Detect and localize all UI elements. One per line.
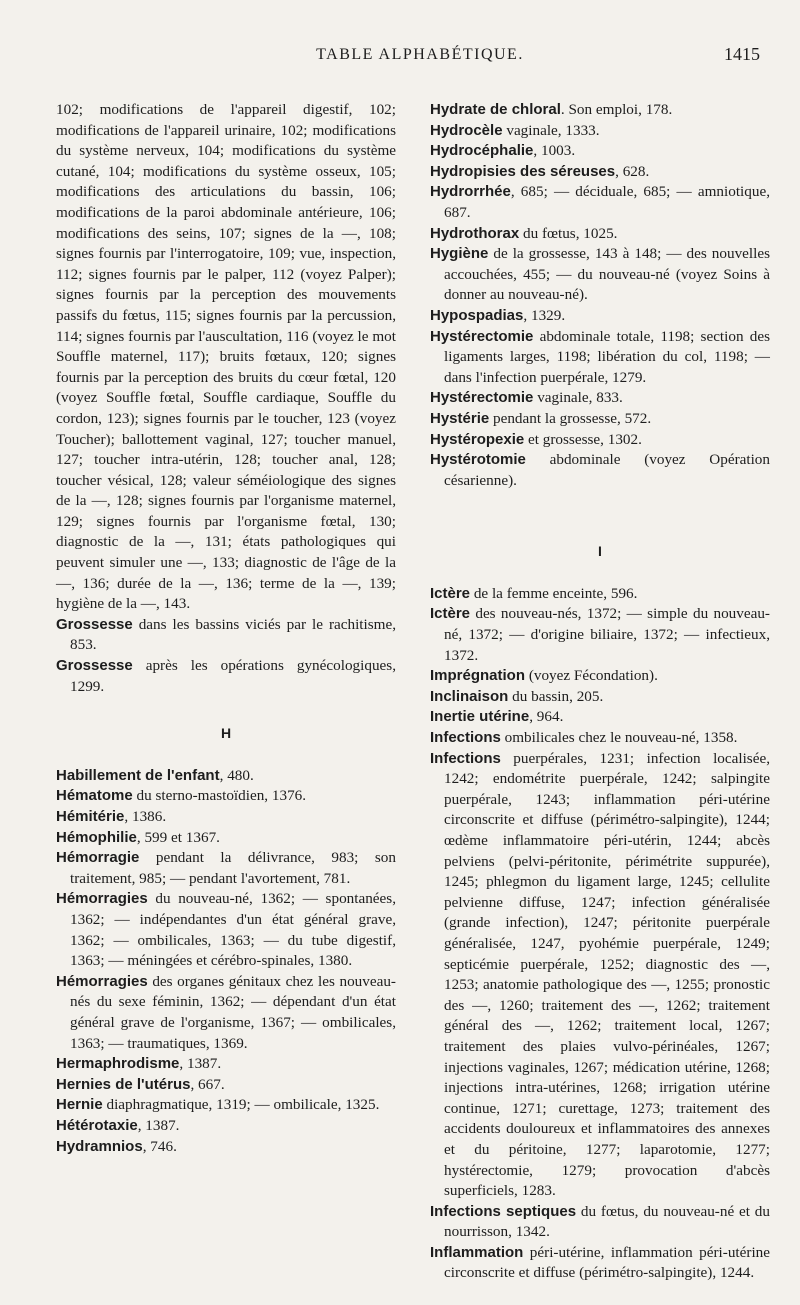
index-term: Ictère: [430, 584, 471, 602]
index-term: Hydrocéphalie: [430, 142, 534, 160]
index-term: Hémorragies: [56, 972, 148, 990]
index-entry: [56, 656, 396, 697]
index-term: Hydrorrhée: [430, 183, 511, 201]
entry-text: abdominale totale, 1198; section des ligaments larges, 1198; libération du col, 1198; — dans l'infection puerpérale, 1279.: [444, 327, 770, 386]
index-entry: [56, 972, 396, 1054]
index-entry: [430, 604, 770, 666]
index-term: Hémitérie: [56, 808, 125, 825]
index-entry: [430, 687, 770, 708]
entry-text: abdominale (voyez Opération césarienne).: [444, 451, 770, 489]
index-entry: [56, 1054, 396, 1075]
index-entry: [430, 450, 770, 491]
entry-text: puerpérales, 1231; infection localisée, 1242; endométrite puerpérale, 1242; salpingite puerpérale, 1243; inflammation péri-utérine circonscrite et diffuse (périmétro-salpingite), 1244; œdème inflammatoire péri-utérin, 1244; abcès pelviens (pelvi-péritonite, périmétrite suppurée), 1245; phlegmon du ligament large, 1245; cellulite pelvienne diffuse, 1247; infection généralisée (grande infection), 1247; péritonite puerpérale généralisée, 1247, pyohémie puerpérale, 1249; septicémie puerpérale, 1252; diagnostic des —, 1253; anatomie pathologique des —, 1255; pronostic des —, 1260; traitement des —, 1262; traitement général des —, 1262; traitement local, 1267; traitement des plaies vulvo-périnéales, 1267; injections vaginales, 1267; médication utérine, 1268; injections intra-utérines, 1268; irrigation utérine continue, 1271; curettage, 1273; traitement des accidents douloureux et inflammatoires des annexes et du péritoine, 1277; laparotomie, 1277; hystérectomie, 1279; provocation d'abcès superficiels, 1283.: [444, 749, 770, 1200]
entry-text: , 1003.: [533, 142, 576, 160]
entry-text: , 667.: [190, 1075, 225, 1093]
index-entry: [430, 100, 770, 121]
entry-continuation: [56, 100, 396, 615]
index-term: Hystérectomie: [430, 327, 534, 345]
index-term: Infections: [430, 729, 501, 747]
entry-text: , 599 et 1367.: [136, 828, 220, 846]
index-term: Hernie: [56, 1096, 103, 1114]
index-term: Hydrocèle: [430, 121, 503, 139]
index-entry: [430, 224, 770, 245]
index-term: Hystérectomie: [430, 389, 534, 407]
right-column: [430, 100, 770, 1284]
entry-text: , 480.: [219, 766, 254, 784]
entry-text: des nouveau-nés, 1372; — simple du nouveau-né, 1372; — d'origine biliaire, 1372; — infectieux, 1372.: [444, 605, 770, 664]
entry-text: pendant la grossesse, 572.: [489, 409, 652, 427]
entry-text: , 1329.: [523, 306, 566, 324]
index-entry: [56, 1095, 396, 1116]
index-term: Inflammation: [430, 1243, 524, 1261]
index-entry: [430, 162, 770, 183]
entry-text: du bassin, 205.: [508, 687, 604, 705]
index-term: Grossesse: [56, 615, 133, 633]
index-entry: [56, 889, 396, 971]
index-entry: [430, 306, 770, 327]
index-entry: [56, 807, 396, 828]
index-term: Inclinaison: [430, 687, 509, 705]
index-term: Infections septiques: [430, 1202, 577, 1220]
entry-text: du fœtus, 1025.: [519, 224, 618, 242]
entry-text: , 685; — déciduale, 685; — amniotique, 687.: [444, 183, 770, 221]
entry-text: du fœtus, du nouveau-né et du nourrisson, 1342.: [444, 1202, 770, 1241]
index-term: Hématome: [56, 787, 133, 805]
index-term: Hermaphrodisme: [56, 1055, 180, 1073]
index-term: Hydrothorax: [430, 224, 520, 242]
entry-text: , 746.: [142, 1137, 177, 1155]
entry-text: vaginale, 1333.: [502, 121, 600, 139]
section-letter-i: I: [598, 543, 602, 560]
left-column: [56, 100, 396, 1157]
index-entry: [430, 244, 770, 306]
entry-text: des organes génitaux chez les nouveau-nés du sexe féminin, 1362; — dépendant d'un état général grave de l'organisme, 1367; — ombilicales, 1363; — traumatiques, 1369.: [70, 972, 396, 1052]
index-term: Hétérotaxie: [56, 1116, 138, 1134]
index-term: Hydrate de chloral: [430, 101, 561, 118]
index-term: Grossesse: [56, 657, 133, 675]
entry-text: , 1387.: [137, 1116, 180, 1134]
index-entry: [430, 182, 770, 223]
index-term: Hydropisies des séreuses: [430, 162, 616, 180]
index-term: Hystéropexie: [430, 430, 525, 448]
index-entry: [430, 728, 770, 749]
entry-text: (voyez Fécondation).: [525, 667, 658, 685]
entry-text: diaphragmatique, 1319; — ombilicale, 1325.: [102, 1096, 380, 1114]
index-entry: [430, 141, 770, 162]
index-term: Hystérotomie: [430, 451, 526, 469]
entry-text: , 628.: [615, 162, 650, 180]
index-term: Hémorragies: [56, 890, 148, 908]
index-entry: [56, 828, 396, 849]
entry-text: et grossesse, 1302.: [524, 430, 642, 448]
entry-text: de la grossesse, 143 à 148; — des nouvelles accouchées, 455; — du nouveau-né (voyez Soins à donner au nouveau-né).: [444, 245, 770, 304]
index-entry: [430, 409, 770, 430]
index-term: Ictère: [430, 605, 471, 623]
index-entry: [430, 327, 770, 389]
section-letter-h: H: [220, 725, 232, 742]
index-term: Inertie utérine: [430, 708, 530, 726]
entry-text: après les opérations gynécologiques, 1299.: [70, 657, 396, 695]
index-entry: [56, 766, 396, 787]
index-entry: [56, 1137, 396, 1158]
index-term: Hémorragie: [56, 849, 140, 867]
entry-text: du sterno-mastoïdien, 1376.: [132, 787, 307, 805]
entry-text: . Son emploi, 178.: [560, 101, 673, 118]
index-term: Habillement de l'enfant: [56, 766, 220, 784]
index-entry: [430, 749, 770, 1202]
index-entry: [430, 430, 770, 451]
entry-text: péri-utérine, inflammation péri-utérine circonscrite et diffuse (périmétro-salpingite), 1244.: [444, 1243, 770, 1282]
index-term: Hernies de l'utérus: [56, 1075, 191, 1093]
running-title: TABLE ALPHABÉTIQUE.: [316, 46, 524, 63]
index-term: Infections: [430, 749, 501, 767]
index-term: Hystérie: [430, 409, 490, 427]
index-entry: [56, 786, 396, 807]
page-header: [80, 44, 760, 72]
index-entry: [430, 666, 770, 687]
entry-text: ombilicales chez le nouveau-né, 1358.: [500, 729, 738, 747]
index-entry: [56, 1116, 396, 1137]
entry-text: pendant la délivrance, 983; son traitement, 985; — pendant l'avortement, 781.: [70, 849, 396, 887]
entry-text: , 964.: [529, 708, 564, 726]
index-entry: [430, 1243, 770, 1284]
index-entry: [56, 848, 396, 889]
index-term: Imprégnation: [430, 667, 526, 685]
index-entry: [56, 615, 396, 656]
index-entry: [430, 584, 770, 605]
entry-text: de la femme enceinte, 596.: [470, 584, 638, 602]
entry-text: du nouveau-né, 1362; — spontanées, 1362; — indépendantes d'un état général grave, 1362; — ombilicales, 1363; — du tube digestif, 1363; — méningées et cérébro-spinales, 1380.: [70, 890, 396, 970]
index-entry: [56, 1075, 396, 1096]
index-entry: [430, 707, 770, 728]
index-term: Hémophilie: [56, 828, 137, 846]
entry-text: dans les bassins viciés par le rachitisme, 853.: [70, 615, 396, 654]
entry-text: , 1387.: [179, 1055, 222, 1073]
index-term: Hygiène: [430, 245, 489, 263]
index-term: Hypospadias: [430, 306, 524, 324]
entry-text: , 1386.: [124, 808, 167, 825]
entry-text: vaginale, 833.: [533, 389, 623, 407]
index-term: Hydramnios: [56, 1137, 143, 1155]
page-number: 1415: [724, 44, 760, 64]
index-entry: [430, 1202, 770, 1243]
entry-text: 102; modifications de l'appareil digestif, 102; modifications de l'appareil urinaire, 102; modifications du système nerveux, 104; modifications du système cutané, 104; modifications du système osseux, 105; modifications des articulations du bassin, 106; modifications de la paroi abdominale antérieure, 106; modifications des seins, 107; signes de la —, 108; signes fournis par l'interrogatoire, 109; vue, inspection, 112; signes fournis par le palper, 112 (voyez Palper); signes fournis par la perception des mouvements passifs du fœtus, 115; signes fournis par la percussion, 114; signes fournis par l'auscultation, 116 (voyez le mot Souffle maternel, 117); bruits fœtaux, 120; signes fournis par la perception des bruits du cœur fœtal, 120 (voyez Souffle fœtal, Souffle cardiaque, Souffle du cordon, 123); signes fournis par le toucher, 123 (voyez Toucher); ballottement vaginal, 127; toucher manuel, 127; toucher intra-utérin, 128; toucher anal, 128; toucher vésical, 128; valeur séméiologique des signes de la —, 128; signes fournis par l'organisme maternel, 129; signes fournis par l'organisme fœtal, 130; diagnostic de la —, 131; états pathologiques qui peuvent simuler une —, 133; diagnostic de l'âge de la —, 136; durée de la —, 136; terme de la —, 139; hygiène de la —, 143.: [56, 101, 396, 613]
index-entry: [430, 388, 770, 409]
index-entry: [430, 121, 770, 142]
